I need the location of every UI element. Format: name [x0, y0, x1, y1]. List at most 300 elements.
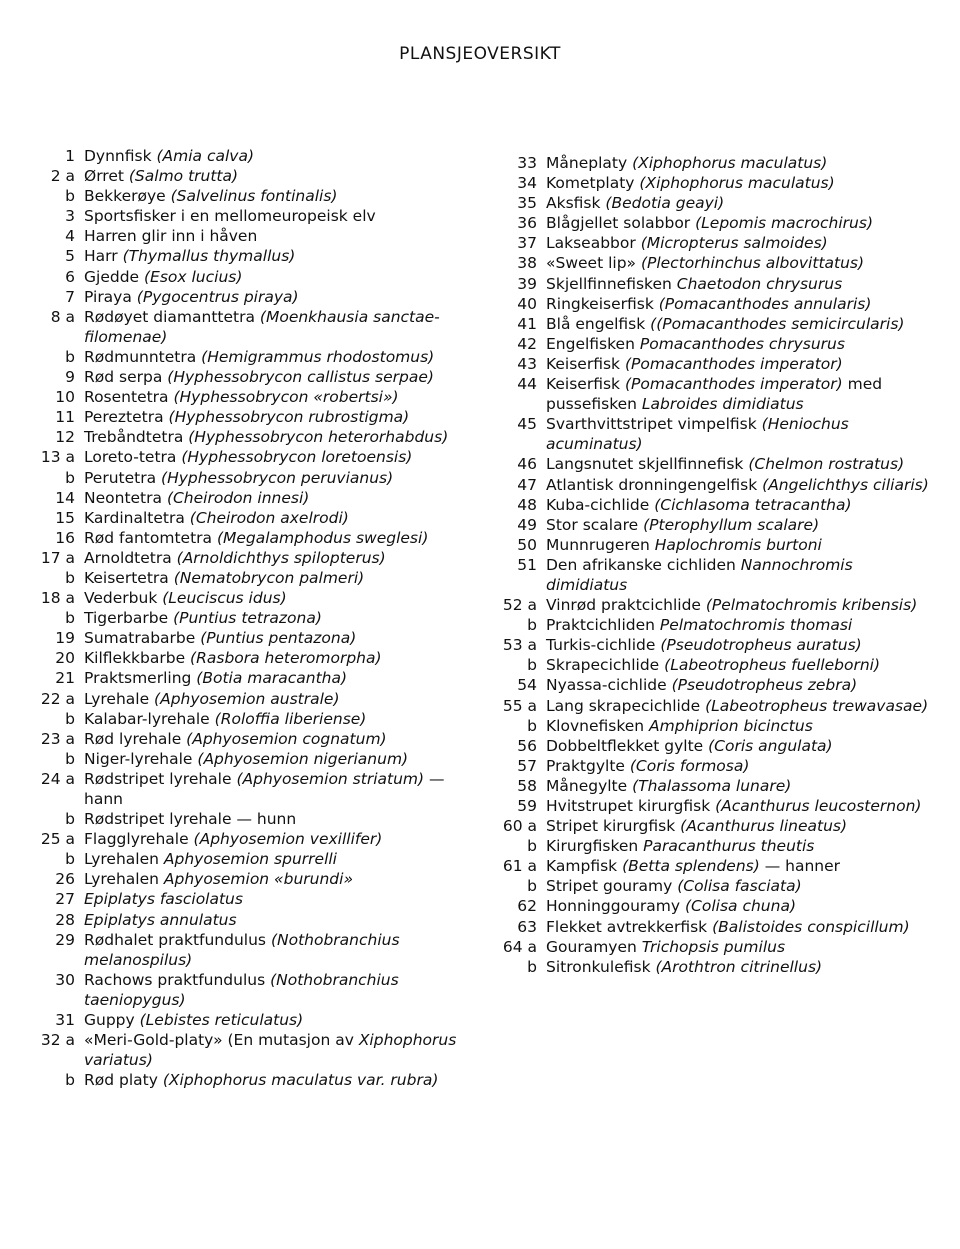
common-name: Sportsfisker i en mellomeuropeisk elv — [84, 207, 376, 226]
item-number: 26 — [55, 870, 75, 889]
item-number: 53 a — [502, 636, 537, 655]
item-number: 59 — [517, 797, 537, 815]
common-name: Sumatrabarbe — [84, 629, 201, 648]
item-text — [542, 615, 932, 635]
common-name: Skjellfinnefisken — [546, 274, 677, 293]
item-number: 44 — [517, 375, 537, 394]
item-text — [80, 146, 480, 166]
scientific-name: Aphyosemion «burundi» — [163, 870, 354, 889]
item-text — [542, 334, 932, 354]
item-number: 19 — [55, 629, 75, 648]
right-column — [492, 153, 932, 977]
list-item — [492, 816, 932, 836]
item-number: 2 a — [50, 167, 75, 186]
item-text — [542, 454, 932, 474]
item-text — [542, 595, 932, 615]
scientific-name: (Leuciscus idus) — [162, 589, 287, 608]
scientific-name: Labroides dimidiatus — [641, 395, 804, 414]
scientific-name: Pomacanthodes chrysurus — [639, 334, 845, 353]
common-name: «Sweet lip» — [546, 254, 641, 273]
scientific-name: Nannochromis dimidiatus — [546, 555, 853, 594]
item-number: 48 — [517, 495, 537, 514]
item-text — [542, 354, 932, 374]
list-item — [30, 206, 480, 226]
list-item — [30, 648, 480, 668]
scientific-name: Aphyosemion spurrelli — [163, 850, 337, 869]
list-item — [30, 146, 480, 166]
item-number: 22 a — [40, 689, 75, 708]
scientific-name: (Xiphophorus maculatus var. rubra) — [162, 1071, 439, 1090]
item-number: 10 — [55, 388, 75, 407]
scientific-name: (Chelmon rostratus) — [748, 455, 905, 474]
common-name: Gouramyen — [546, 937, 642, 956]
scientific-name: (Hemigrammus rhodostomus) — [201, 347, 435, 366]
common-name: Sitronkulefisk — [546, 957, 656, 976]
item-text — [542, 314, 932, 334]
list-item — [492, 193, 932, 213]
item-number: 13 a — [40, 448, 75, 467]
item-number: b — [65, 749, 75, 768]
scientific-name: (Lebistes reticulatus) — [139, 1011, 304, 1030]
item-number: 49 — [517, 515, 537, 534]
common-name: Nyassa-cichlide — [546, 676, 672, 695]
list-item — [492, 595, 932, 615]
item-number: 46 — [517, 455, 537, 474]
item-text — [80, 1010, 480, 1030]
scientific-name: (Labeotropheus trewavasae) — [705, 696, 929, 715]
item-number: 23 a — [40, 729, 75, 748]
item-text — [80, 347, 480, 367]
item-number: 54 — [517, 676, 537, 695]
common-name: Praktcichliden — [546, 616, 660, 635]
item-text — [80, 930, 480, 970]
item-number: 14 — [55, 488, 75, 507]
item-text — [542, 736, 932, 756]
scientific-name: Epiplatys annulatus — [84, 910, 237, 929]
note-text: med pussefisken — [546, 375, 883, 414]
scientific-name: (Coris formosa) — [629, 756, 750, 775]
item-number: 62 — [517, 897, 537, 916]
list-item — [492, 555, 932, 595]
item-number: b — [527, 716, 537, 735]
common-name: Keisertetra — [84, 568, 174, 587]
list-item — [492, 274, 932, 294]
scientific-name: (Hyphessobrycon heterorhabdus) — [188, 428, 449, 447]
list-item — [30, 769, 480, 809]
item-text — [80, 829, 480, 849]
scientific-name: Chaetodon chrysurus — [676, 274, 843, 293]
item-number: 4 — [65, 227, 75, 246]
item-text — [542, 957, 932, 977]
list-item — [30, 628, 480, 648]
common-name: Vederbuk — [84, 589, 163, 608]
scientific-name: Haplochromis burtoni — [654, 535, 822, 554]
scientific-name: (Nothobranchius melanospilus) — [84, 930, 400, 969]
common-name: Stripet gouramy — [546, 877, 678, 896]
list-item — [30, 427, 480, 447]
list-item — [492, 796, 932, 816]
item-number: 47 — [517, 475, 537, 494]
item-number: 24 a — [40, 769, 75, 788]
item-text — [80, 367, 480, 387]
list-item — [30, 367, 480, 387]
item-number: 64 a — [502, 937, 537, 956]
item-text — [542, 294, 932, 314]
common-name: Langsnutet skjellfinnefisk — [546, 455, 749, 474]
scientific-name: (Betta splendens) — [622, 857, 760, 876]
item-text — [80, 769, 480, 809]
item-text — [542, 836, 932, 856]
item-text — [542, 274, 932, 294]
item-text — [80, 407, 480, 427]
list-item — [492, 354, 932, 374]
common-name: Rød platy — [84, 1071, 163, 1090]
item-number: 11 — [55, 408, 75, 427]
item-number: b — [65, 810, 75, 829]
list-item — [492, 454, 932, 474]
common-name: Rødstripet lyrehale — hunn — [84, 810, 297, 829]
item-number: 20 — [55, 649, 75, 668]
common-name: Turkis-cichlide — [546, 636, 661, 655]
item-text — [80, 889, 480, 909]
scientific-name: (Acanthurus leucosternon) — [715, 797, 922, 815]
item-text — [542, 675, 932, 695]
scientific-name: (Pseudotropheus auratus) — [660, 636, 862, 655]
item-text — [80, 970, 480, 1010]
scientific-name: (Puntius pentazona) — [200, 629, 357, 648]
list-item — [30, 528, 480, 548]
common-name: Rød serpa — [84, 368, 168, 387]
item-text — [542, 535, 932, 555]
item-number: 57 — [517, 756, 537, 775]
common-name: Pereztetra — [84, 408, 169, 427]
item-number: 7 — [65, 287, 75, 306]
scientific-name: Pelmatochromis thomasi — [659, 616, 853, 635]
item-text — [542, 555, 932, 595]
item-number: 63 — [517, 917, 537, 936]
common-name: Engelfisken — [546, 334, 640, 353]
item-text — [542, 233, 932, 253]
scientific-name: (Heniochus acuminatus) — [546, 415, 849, 454]
item-number: 9 — [65, 368, 75, 387]
common-name: Atlantisk dronningengelfisk — [546, 475, 763, 494]
common-name: Aksfisk — [546, 194, 606, 213]
common-name: Rød fantomtetra — [84, 528, 217, 547]
common-name: Dobbeltflekket gylte — [546, 736, 709, 755]
item-number: 45 — [517, 415, 537, 434]
item-number: 33 — [517, 154, 537, 172]
scientific-name: (Cichlasoma tetracantha) — [654, 495, 852, 514]
list-item — [492, 253, 932, 273]
item-number: 12 — [55, 428, 75, 447]
list-item — [492, 515, 932, 535]
scientific-name: (Plectorhinchus albovittatus) — [640, 254, 865, 273]
list-item — [30, 889, 480, 909]
common-name: Niger-lyrehale — [84, 749, 198, 768]
item-number: 55 a — [502, 696, 537, 715]
list-item — [30, 407, 480, 427]
list-item — [30, 287, 480, 307]
list-item — [30, 1070, 480, 1090]
item-number: 16 — [55, 528, 75, 547]
item-number: b — [65, 609, 75, 628]
item-text — [80, 628, 480, 648]
common-name: Vinrød praktcichlide — [546, 596, 706, 615]
list-item — [30, 548, 480, 568]
item-text — [80, 166, 480, 186]
scientific-name: (Cheirodon axelrodi) — [189, 508, 349, 527]
scientific-name: (Aphyosemion australe) — [154, 689, 340, 708]
common-name: Måneplaty — [546, 154, 633, 172]
item-text — [542, 153, 932, 173]
list-item — [30, 668, 480, 688]
scientific-name: Xiphophorus variatus) — [84, 1031, 457, 1070]
scientific-name: (Lepomis macrochirus) — [695, 214, 874, 233]
item-number: b — [527, 877, 537, 896]
item-number: b — [65, 709, 75, 728]
common-name: Keiserfisk — [546, 354, 625, 373]
item-text — [80, 588, 480, 608]
common-name: Rosentetra — [84, 388, 174, 407]
page-title: PLANSJEOVERSIKT — [399, 44, 561, 64]
item-text — [80, 608, 480, 628]
item-text — [80, 186, 480, 206]
item-text — [80, 468, 480, 488]
list-item — [30, 387, 480, 407]
list-item — [30, 1030, 480, 1070]
list-item — [492, 696, 932, 716]
common-name: Skrapecichlide — [546, 656, 665, 675]
scientific-name: (Aphyosemion nigerianum) — [197, 749, 409, 768]
scientific-name: (Hyphessobrycon callistus serpae) — [167, 368, 434, 387]
item-text — [80, 548, 480, 568]
list-item — [492, 374, 932, 414]
item-text — [542, 495, 932, 515]
list-item — [492, 495, 932, 515]
item-number: b — [527, 656, 537, 675]
scientific-name: (Thymallus thymallus) — [122, 247, 296, 266]
scientific-name: (Salmo trutta) — [128, 167, 239, 186]
scientific-name: (Rasbora heteromorpha) — [190, 649, 382, 668]
common-name: Tigerbarbe — [84, 609, 174, 628]
common-name: Kampfisk — [546, 857, 623, 876]
list-item — [492, 736, 932, 756]
item-text — [542, 776, 932, 796]
common-name: Ørret — [84, 167, 129, 186]
item-text — [542, 856, 932, 876]
item-number: b — [65, 187, 75, 206]
list-item — [492, 716, 932, 736]
scientific-name: (Cheirodon innesi) — [166, 488, 310, 507]
common-name: Blå engelfisk — [546, 314, 651, 333]
scientific-name: (Nematobrycon palmeri) — [173, 568, 365, 587]
common-name: Kuba-cichlide — [546, 495, 655, 514]
item-number: b — [65, 468, 75, 487]
scientific-name: (Coris angulata) — [708, 736, 833, 755]
common-name: Munnrugeren — [546, 535, 655, 554]
item-number: b — [65, 568, 75, 587]
list-item — [30, 267, 480, 287]
left-column — [30, 146, 480, 1090]
item-text — [542, 917, 932, 937]
common-name: Rødøyet diamanttetra — [84, 307, 260, 326]
list-item — [30, 809, 480, 829]
item-number: 8 a — [50, 307, 75, 326]
scientific-name: (Xiphophorus maculatus) — [632, 154, 828, 172]
common-name: Lyrehalen — [84, 850, 164, 869]
item-text — [80, 246, 480, 266]
list-item — [30, 246, 480, 266]
common-name: Ringkeiserfisk — [546, 294, 659, 313]
common-name: Praktsmerling — [84, 669, 197, 688]
common-name: Lang skrapecichlide — [546, 696, 706, 715]
list-item — [492, 615, 932, 635]
item-number: 28 — [55, 910, 75, 929]
item-number: 40 — [517, 294, 537, 313]
common-name: Lyrehale — [84, 689, 155, 708]
item-text — [542, 374, 932, 414]
common-name: Praktgylte — [546, 756, 630, 775]
list-item — [30, 186, 480, 206]
item-text — [542, 816, 932, 836]
list-item — [492, 836, 932, 856]
list-item — [492, 675, 932, 695]
item-text — [542, 896, 932, 916]
scientific-name: (Colisa chuna) — [684, 897, 796, 916]
scientific-name: Paracanthurus theutis — [643, 837, 815, 856]
list-item — [30, 226, 480, 246]
scientific-name: (Labeotropheus fuelleborni) — [664, 656, 880, 675]
list-item — [30, 307, 480, 347]
scientific-name: (Amia calva) — [156, 147, 255, 165]
scientific-name: (Hyphessobrycon peruvianus) — [161, 468, 394, 487]
item-text — [542, 696, 932, 716]
common-name: Svarthvittstripet vimpelfisk — [546, 415, 762, 434]
item-text — [80, 488, 480, 508]
item-number: 5 — [65, 247, 75, 266]
list-item — [492, 917, 932, 937]
list-item — [492, 535, 932, 555]
scientific-name: (Arothtron citrinellus) — [655, 957, 823, 976]
list-item — [30, 729, 480, 749]
list-item — [30, 869, 480, 889]
scientific-name: (Moenkhausia sanctae-filomenae) — [84, 307, 440, 346]
scientific-name: (Nothobranchius taeniopygus) — [84, 970, 399, 1009]
item-text — [542, 635, 932, 655]
list-item — [492, 153, 932, 173]
item-number: b — [65, 850, 75, 869]
list-item — [30, 910, 480, 930]
item-number: 29 — [55, 930, 75, 949]
common-name: Rødmunntetra — [84, 347, 202, 366]
common-name: Kilflekkbarbe — [84, 649, 191, 668]
common-name: Piraya — [84, 287, 137, 306]
scientific-name: (Aphyosemion striatum) — [236, 769, 425, 788]
item-text — [542, 515, 932, 535]
item-text — [542, 756, 932, 776]
item-text — [80, 206, 480, 226]
scientific-name: Amphiprion bicinctus — [649, 716, 813, 735]
item-text — [80, 869, 480, 889]
list-item — [30, 568, 480, 588]
common-name: Kalabar-lyrehale — [84, 709, 215, 728]
item-text — [80, 287, 480, 307]
item-number: 60 a — [502, 817, 537, 836]
scientific-name: (Roloffia liberiense) — [214, 709, 367, 728]
item-number: 32 a — [40, 1031, 75, 1050]
scientific-name: (Arnoldichthys spilopterus) — [176, 548, 386, 567]
scientific-name: (Angelichthys ciliaris) — [762, 475, 929, 494]
list-item — [30, 608, 480, 628]
scientific-name: (Pterophyllum scalare) — [643, 515, 820, 534]
item-text — [542, 937, 932, 957]
item-text — [80, 729, 480, 749]
scientific-name: (Pomacanthodes imperator) — [624, 375, 843, 394]
list-item — [492, 876, 932, 896]
common-name: Kardinaltetra — [84, 508, 190, 527]
common-name: Den afrikanske cichliden — [546, 555, 741, 574]
list-item — [492, 475, 932, 495]
item-text — [542, 173, 932, 193]
item-number: 39 — [517, 274, 537, 293]
scientific-name: (Hyphessobrycon «robertsi») — [173, 388, 399, 407]
list-item — [492, 896, 932, 916]
item-number: 27 — [55, 890, 75, 909]
common-name: Klovnefisken — [546, 716, 650, 735]
common-name: Gjedde — [84, 267, 144, 286]
item-number: 35 — [517, 194, 537, 213]
scientific-name: (Pelmatochromis kribensis) — [705, 596, 918, 615]
item-number: 1 — [65, 147, 75, 165]
common-name: Blågjellet solabbor — [546, 214, 696, 233]
scientific-name: ((Pomacanthodes semicircularis) — [650, 314, 905, 333]
scientific-name: (Aphyosemion cognatum) — [186, 729, 387, 748]
item-text — [80, 427, 480, 447]
list-item — [30, 689, 480, 709]
item-number: 41 — [517, 314, 537, 333]
item-text — [80, 267, 480, 287]
item-text — [80, 689, 480, 709]
scientific-name: (Megalamphodus sweglesi) — [216, 528, 429, 547]
scientific-name: (Bedotia geayi) — [605, 194, 725, 213]
list-item — [492, 756, 932, 776]
common-name: Stor scalare — [546, 515, 644, 534]
list-item — [492, 776, 932, 796]
item-text — [80, 387, 480, 407]
scientific-name: (Hyphessobrycon rubrostigma) — [168, 408, 410, 427]
item-text — [542, 876, 932, 896]
item-number: 38 — [517, 254, 537, 273]
scientific-name: (Puntius tetrazona) — [173, 609, 322, 628]
scientific-name: (Acanthurus lineatus) — [680, 817, 848, 836]
common-name: «Meri-Gold-platy» (En mutasjon av — [84, 1031, 359, 1050]
item-text — [80, 809, 480, 829]
item-text — [80, 307, 480, 347]
scientific-name: (Aphyosemion vexillifer) — [193, 830, 383, 849]
scientific-name: Trichopsis pumilus — [641, 937, 786, 956]
list-item — [492, 294, 932, 314]
list-item — [492, 314, 932, 334]
scientific-name: Epiplatys fasciolatus — [84, 890, 243, 909]
item-text — [80, 648, 480, 668]
list-item — [492, 414, 932, 454]
scientific-name: (Micropterus salmoides) — [640, 234, 828, 253]
common-name: Neontetra — [84, 488, 167, 507]
common-name: Kometplaty — [546, 174, 640, 193]
scientific-name: (Salvelinus fontinalis) — [170, 187, 338, 206]
item-text — [542, 193, 932, 213]
list-item — [492, 334, 932, 354]
